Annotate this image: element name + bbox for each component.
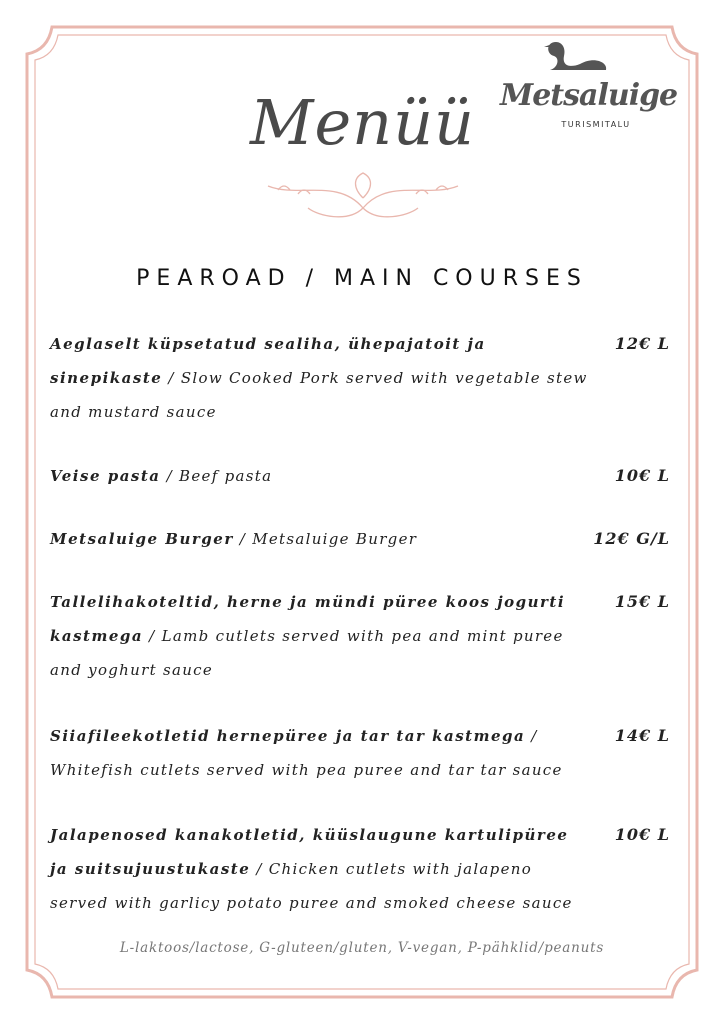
- item-price: 12€ G/L: [593, 529, 670, 548]
- item-name-et: Jalapenosed kanakotletid, küüslaugune kartulipüree ja suitsujuustukaste: [50, 826, 569, 878]
- allergen-legend: L-laktoos/lactose, G-gluteen/gluten, V-vegan, P-pähklid/peanuts: [119, 940, 605, 956]
- logo-name: Metsaluige: [500, 78, 678, 113]
- menu-item: Tallelihakoteltid, herne ja mündi püree koos jogurti kastmega / Lamb cutlets served with pea and mint puree and yoghurt sauce 15€ L: [50, 585, 670, 687]
- menu-item: Jalapenosed kanakotletid, küüslaugune kartulipüree ja suitsujuustukaste / Chicken cutlets with jalapeno served with garlicy potato puree and smoked cheese sauce 10€ L: [50, 818, 670, 920]
- brand-logo: [500, 38, 678, 138]
- item-name-en: Lamb cutlets served with pea and mint puree and yoghurt sauce: [50, 627, 564, 679]
- item-name-en: Slow Cooked Pork served with vegetable stew and mustard sauce: [50, 369, 588, 421]
- page-title: Menüü: [250, 86, 475, 159]
- menu-item: Siiafileekotletid hernepüree ja tar tar kastmega / Whitefish cutlets served with pea puree and tar tar sauce 14€ L: [50, 719, 670, 787]
- flourish-ornament-icon: [258, 168, 468, 228]
- item-price: 10€ L: [614, 466, 670, 485]
- item-name-et: Aeglaselt küpsetatud sealiha, ühepajatoit ja sinepikaste: [50, 335, 486, 387]
- item-price: 12€ L: [614, 334, 670, 353]
- item-name-en: Beef pasta: [179, 467, 273, 485]
- item-name-en: Chicken cutlets with jalapeno served with garlicy potato puree and smoked cheese sauce: [50, 860, 573, 912]
- item-price: 14€ L: [614, 726, 670, 745]
- item-name-en: Whitefish cutlets served with pea puree and tar tar sauce: [50, 761, 563, 779]
- item-price: 10€ L: [614, 825, 670, 844]
- menu-item: Veise pasta / Beef pasta 10€ L: [50, 459, 670, 493]
- item-price: 15€ L: [614, 592, 670, 611]
- item-name-et: Metsaluige Burger: [50, 530, 234, 548]
- item-name-et: Tallelihakoteltid, herne ja mündi püree koos jogurti kastmega: [50, 593, 566, 645]
- item-name-et: Veise pasta: [50, 467, 161, 485]
- swan-icon: [536, 38, 616, 80]
- item-name-en: Metsaluige Burger: [252, 530, 418, 548]
- section-title: PEAROAD / MAIN COURSES: [136, 266, 588, 291]
- item-name-et: Siiafileekotletid hernepüree ja tar tar kastmega: [50, 727, 526, 745]
- logo-subtitle: TURISMITALU: [561, 120, 631, 129]
- menu-item: Metsaluige Burger / Metsaluige Burger 12€ G/L: [50, 522, 670, 556]
- menu-item: Aeglaselt küpsetatud sealiha, ühepajatoit ja sinepikaste / Slow Cooked Pork served with vegetable stew and mustard sauce 12€ L: [50, 327, 670, 429]
